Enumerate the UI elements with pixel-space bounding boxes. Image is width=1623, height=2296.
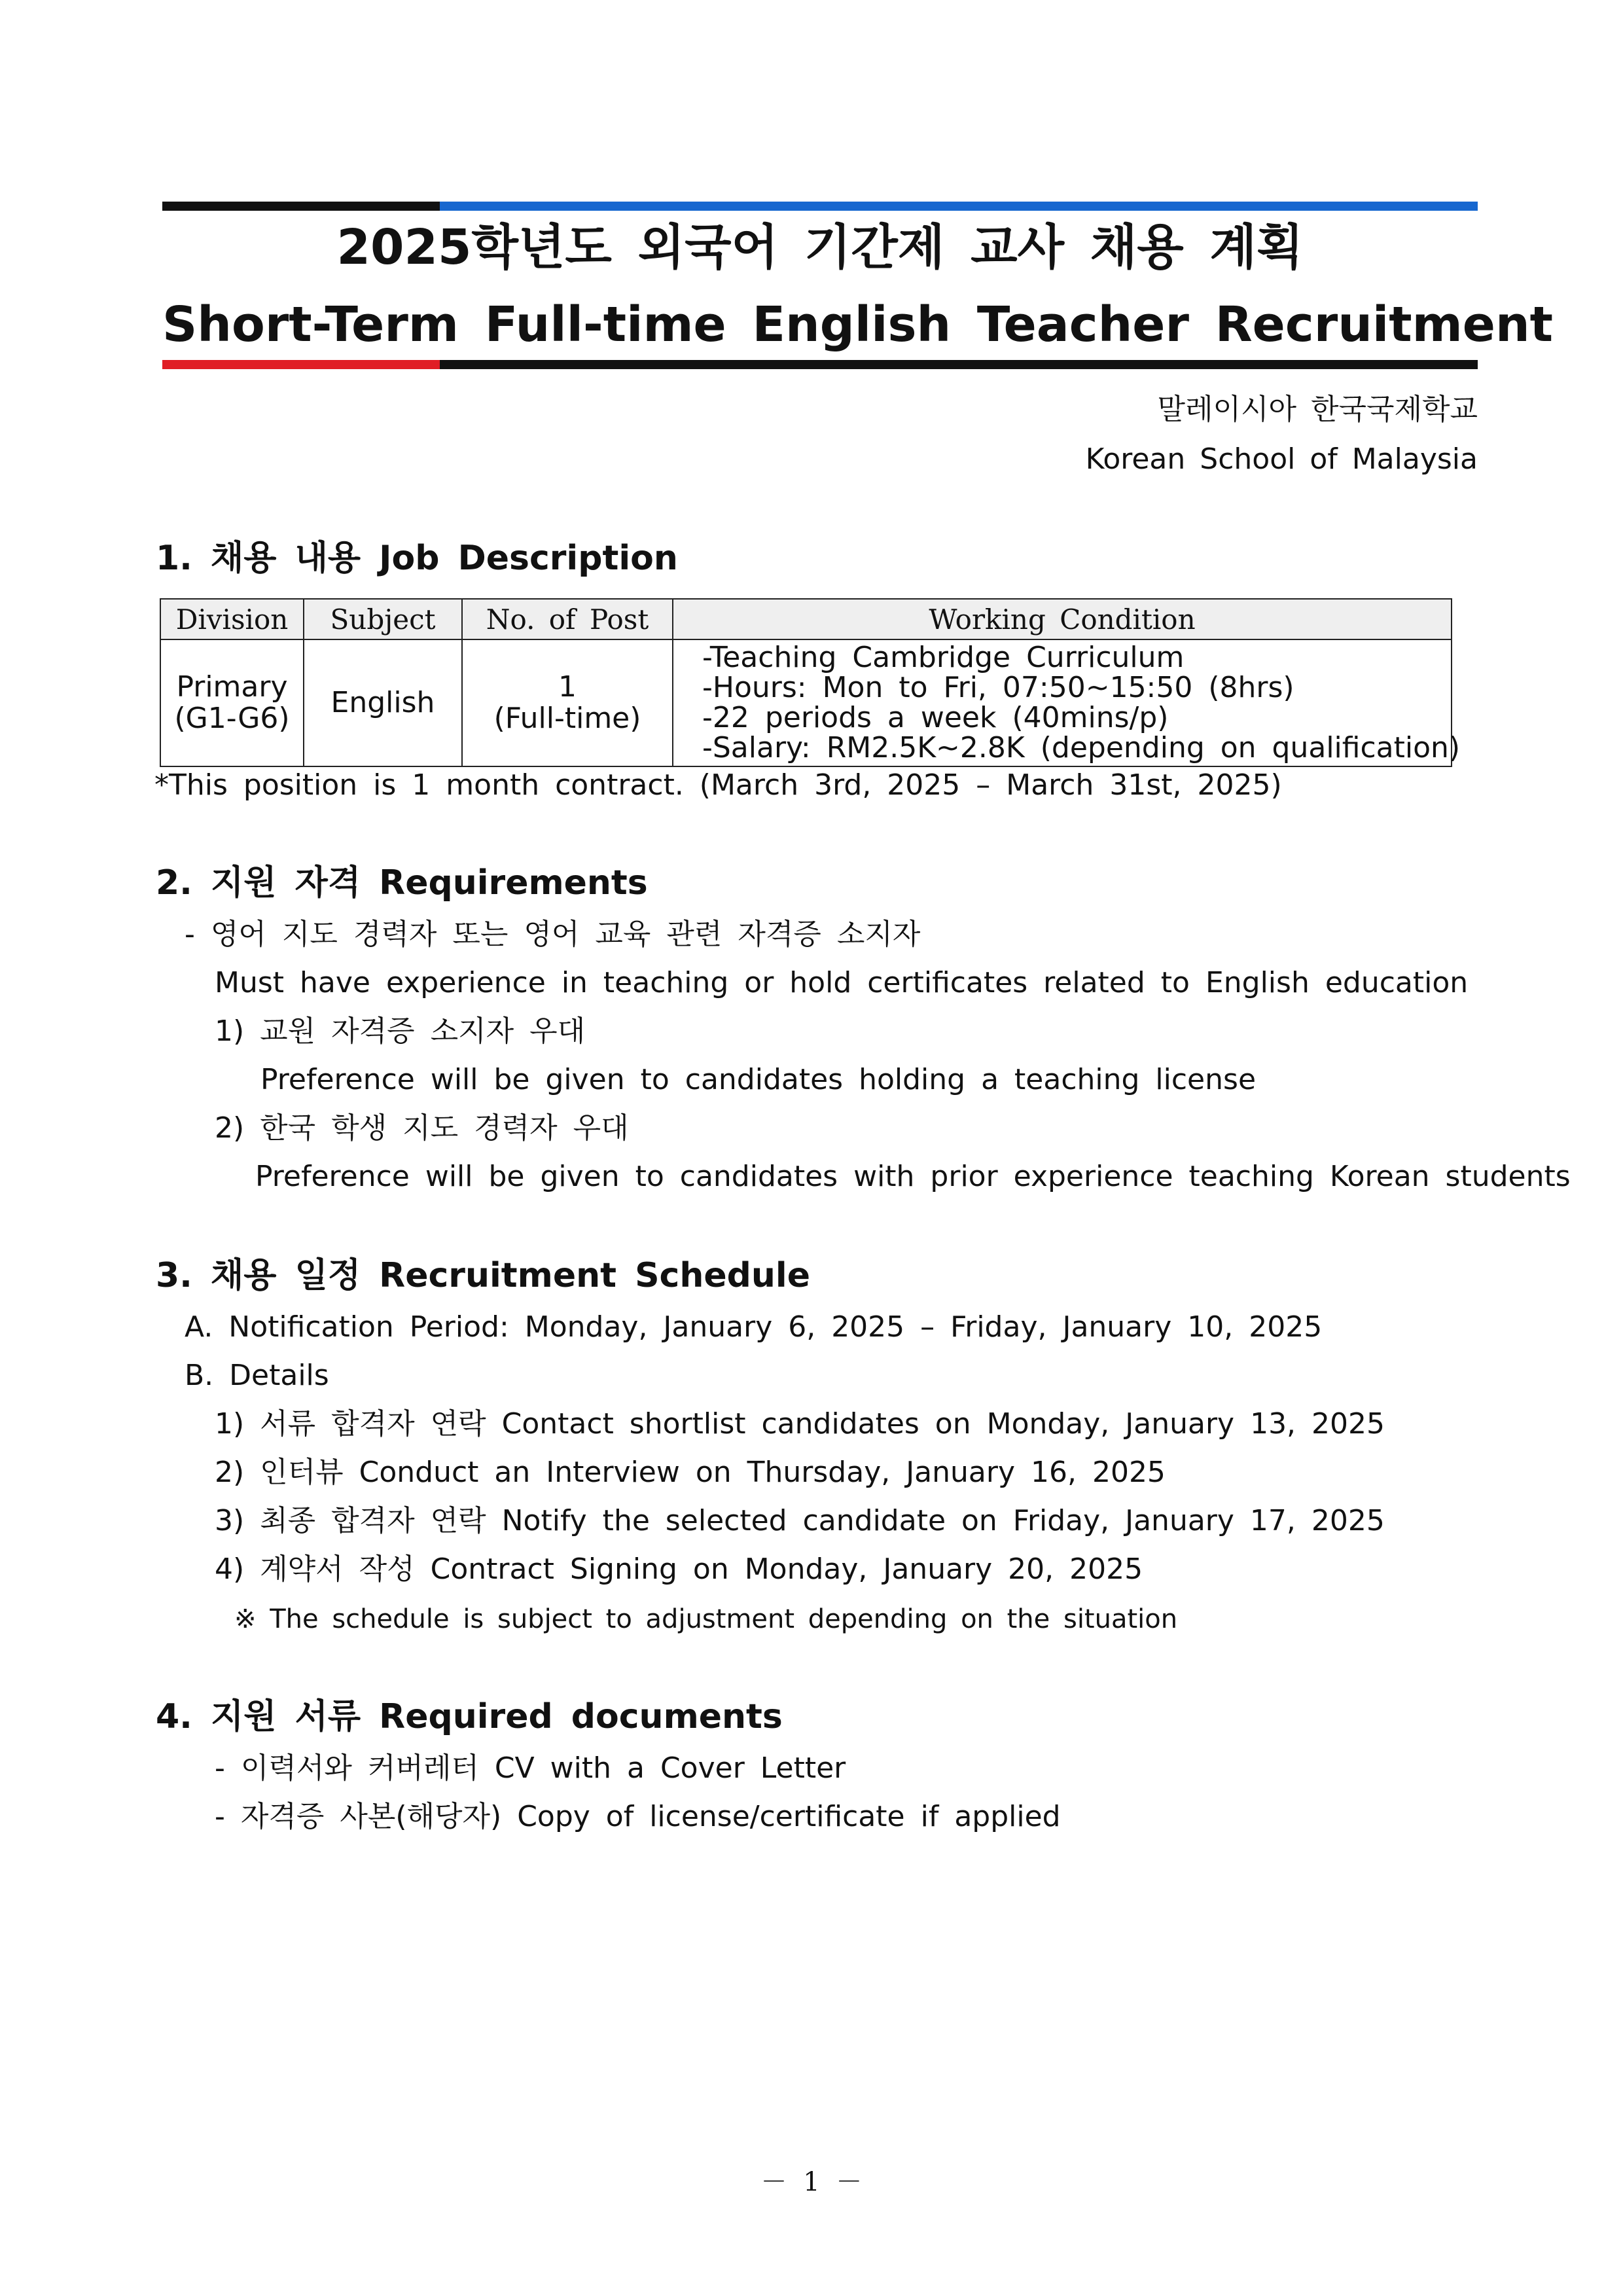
schedule-item: 4) 계약서 작성 Contract Signing on Monday, January 20, 2025: [215, 1552, 1143, 1586]
table-row: [160, 639, 1452, 766]
section-heading-documents: 4. 지원 서류 Required documents: [156, 1697, 783, 1736]
document-item: - 자격증 사본(해당자) Copy of license/certificate if applied: [215, 1800, 1061, 1833]
page-number: － 1 －: [760, 2167, 863, 2197]
schedule-item: 1) 서류 합격자 연락 Contact shortlist candidates on Monday, January 13, 2025: [215, 1407, 1385, 1441]
cell-subject: English: [304, 639, 462, 766]
table-header-row: [160, 599, 1452, 639]
column-header-working-condition: Working Condition: [673, 599, 1452, 639]
posts-type: (Full-time): [493, 702, 641, 735]
section-heading-requirements: 2. 지원 자격 Requirements: [156, 863, 648, 903]
condition-item: -22 periods a week (40mins/p): [702, 701, 1169, 734]
preference-2-korean: 2) 한국 학생 지도 경력자 우대: [215, 1111, 629, 1145]
job-description-table: [160, 598, 1461, 767]
cell-posts: [462, 639, 673, 766]
preference-1-english: Preference will be given to candidates holding a teaching license: [260, 1063, 1257, 1096]
section-heading-job-description: 1. 채용 내용 Job Description: [156, 539, 678, 578]
schedule-item: 3) 최종 합격자 연락 Notify the selected candidate on Friday, January 17, 2025: [215, 1504, 1385, 1537]
cell-working-condition: [673, 639, 1461, 766]
school-name-english: Korean School of Malaysia: [1085, 442, 1478, 476]
condition-item: -Hours: Mon to Fri, 07:50~15:50 (8hrs): [702, 671, 1294, 704]
column-header-subject: Subject: [304, 599, 462, 639]
details-label: B. Details: [185, 1359, 329, 1392]
division-grades: (G1-G6): [174, 702, 290, 735]
preference-2-english: Preference will be given to candidates with prior experience teaching Korean students: [255, 1160, 1571, 1193]
school-name-korean: 말레이시아 한국국제학교: [1157, 393, 1478, 426]
preference-1-korean: 1) 교원 자격증 소지자 우대: [215, 1014, 586, 1048]
condition-item: -Teaching Cambridge Curriculum: [702, 641, 1185, 674]
notification-period: A. Notification Period: Monday, January 6, 2025 – Friday, January 10, 2025: [185, 1310, 1323, 1344]
schedule-item: 2) 인터뷰 Conduct an Interview on Thursday, January 16, 2025: [215, 1456, 1166, 1489]
condition-item: -Salary: RM2.5K~2.8K (depending on qualification): [702, 731, 1461, 764]
requirement-korean: - 영어 지도 경력자 또는 영어 교육 관련 자격증 소지자: [185, 918, 921, 951]
division-line: Primary: [176, 670, 288, 704]
document-item: - 이력서와 커버레터 CV with a Cover Letter: [215, 1751, 846, 1785]
posts-count: 1: [558, 670, 577, 704]
section-heading-schedule: 3. 채용 일정 Recruitment Schedule: [156, 1256, 810, 1295]
column-header-posts: No. of Post: [462, 599, 673, 639]
page-title-korean: 2025학년도 외국어 기간제 교사 채용 계획: [336, 219, 1304, 276]
title-bottom-rule: [162, 360, 1478, 369]
requirement-english: Must have experience in teaching or hold certificates related to English education: [215, 966, 1469, 999]
page-title-english: Short-Term Full-time English Teacher Recruitment: [162, 296, 1554, 353]
cell-division: [160, 639, 304, 766]
schedule-note: ※ The schedule is subject to adjustment depending on the situation: [234, 1604, 1178, 1634]
column-header-division: Division: [160, 599, 304, 639]
contract-note: *This position is 1 month contract. (March 3rd, 2025 – March 31st, 2025): [154, 768, 1282, 802]
